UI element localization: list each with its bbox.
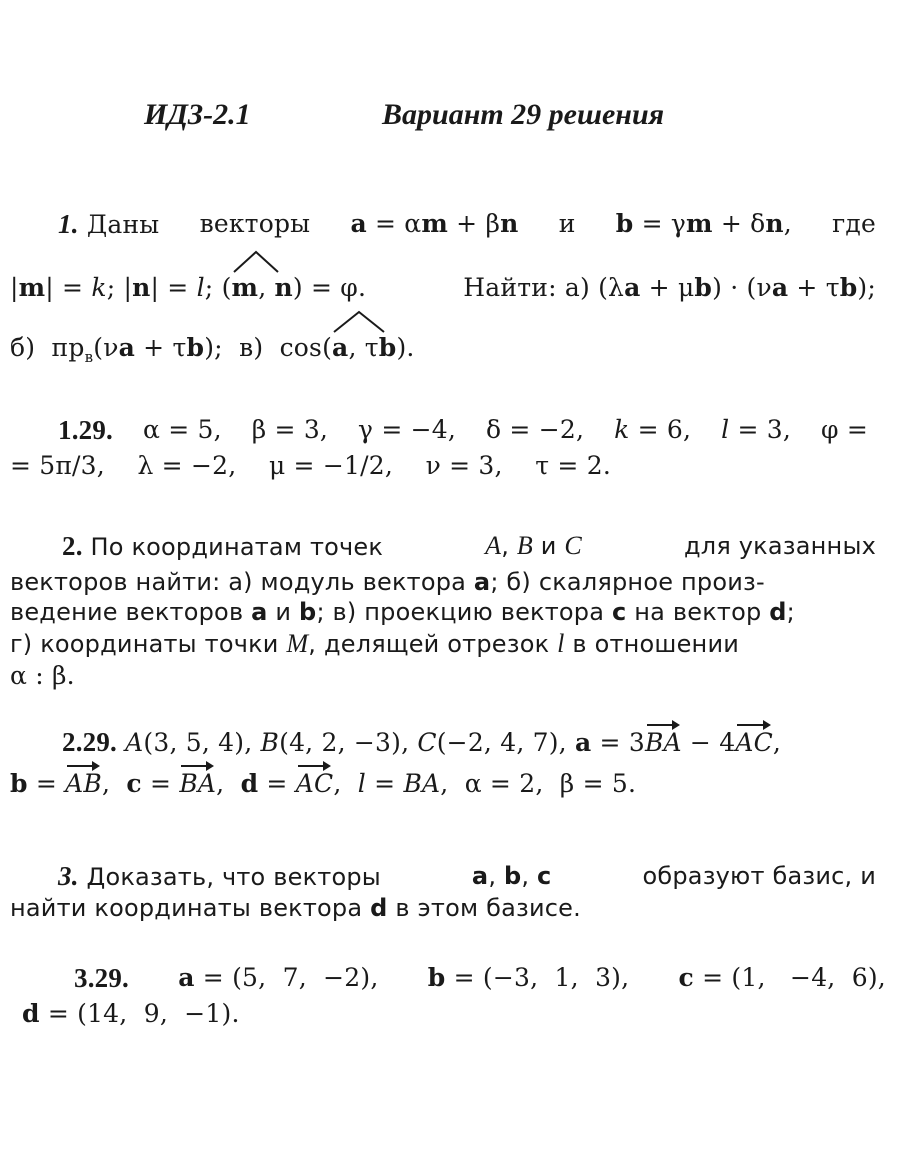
task3-line1: 3. Доказать, что векторы a, b, c образуют базис, и: [58, 861, 876, 891]
angle-cap-icon: [332, 310, 386, 334]
problem-1-29-line1: 1.29. α = 5, β = 3, γ = −4, δ = −2, k = 6, l = 3, φ =: [58, 415, 868, 445]
header-right-title: Вариант 29 решения: [382, 98, 665, 131]
problem-3-29-line2: d = (14, 9, −1).: [22, 999, 240, 1028]
problem-2-29-line1: 2.29. A(3, 5, 4), B(4, 2, −3), C(−2, 4, 7), a = 3BA − 4AC,: [62, 727, 782, 757]
problem-2-29-number: 2.29.: [62, 727, 117, 757]
problem-3-29-number: 3.29.: [74, 963, 129, 993]
task3-number: 3.: [58, 861, 79, 891]
header-left-title: ИДЗ-2.1: [144, 98, 251, 131]
task2-number: 2.: [62, 531, 83, 561]
task3-line2: найти координаты вектора d в этом базисе.: [10, 894, 581, 922]
task2-line3: ведение векторов a и b; в) проекцию вектора c на вектор d;: [10, 598, 795, 626]
vector-arrow-icon: BA: [179, 769, 217, 798]
angle-cap-mn: m, n: [232, 272, 293, 304]
vector-arrow-icon: AC: [295, 769, 334, 798]
vector-arrow-icon: AB: [65, 769, 102, 798]
task2-line4: г) координаты точки M, делящей отрезок l в отношении: [10, 629, 740, 658]
problem-3-29-line1: 3.29. a = (5, 7, −2), b = (−3, 1, 3), c = (1, −4, 6),: [74, 963, 886, 993]
task1-line1: 1. Даны векторы a = αm + βn и b = γm + δn, где: [58, 209, 876, 239]
task1-line3: б) $пр_в(\nu a + \tau b)$; в) cos( a, τb).: [10, 332, 876, 373]
task2-line2: векторов найти: а) модуль вектора a; б) скалярное произ-: [10, 568, 765, 596]
task2-line5: α : β.: [10, 661, 75, 690]
problem-1-29-line2: = 5π/3, λ = −2, μ = −1/2, ν = 3, τ = 2.: [10, 451, 611, 480]
task2-line1: 2. По координатам точек A, B и C для указанных: [62, 531, 876, 561]
angle-cap-atb: a, τb: [332, 332, 396, 364]
problem-2-29-line2: b = AB, c = BA, d = AC, l = BA, α = 2, β = 5.: [10, 769, 637, 798]
task1-line2: |m| = k; |n| = l; ( m, n) = φ. Найти: а) (λa + μb) · (νa + τb);: [10, 272, 876, 304]
vector-arrow-icon: AC: [735, 728, 773, 757]
problem-1-29-number: 1.29.: [58, 415, 113, 445]
angle-cap-icon: [232, 250, 280, 274]
task1-number: 1.: [58, 209, 79, 239]
vector-arrow-icon: BA: [644, 728, 682, 757]
